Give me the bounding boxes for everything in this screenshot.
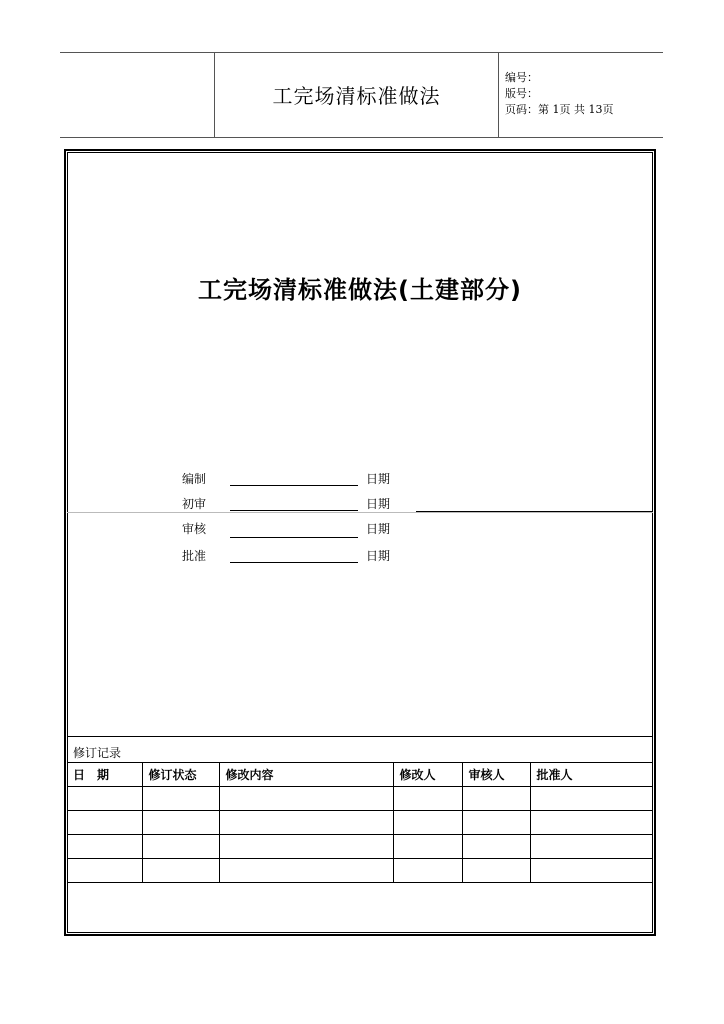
table-cell[interactable] bbox=[393, 835, 462, 859]
table-cell[interactable] bbox=[393, 859, 462, 883]
revision-header-row bbox=[67, 763, 653, 787]
table-row bbox=[67, 811, 653, 835]
signoff-signature-line[interactable] bbox=[230, 537, 358, 538]
signoff-date-label: 日期 bbox=[366, 497, 391, 511]
table-cell[interactable] bbox=[530, 859, 653, 883]
page-number-label: 页码：第 1页 共 13页 bbox=[505, 103, 614, 116]
col-approved-by: 批准人 bbox=[530, 763, 653, 787]
doc-number-label: 编号： bbox=[505, 71, 538, 84]
table-cell[interactable] bbox=[219, 811, 393, 835]
table-cell[interactable] bbox=[219, 787, 393, 811]
table-cell[interactable] bbox=[142, 859, 219, 883]
signoff-label: 批准 bbox=[182, 549, 207, 563]
signoff-signature-line[interactable] bbox=[230, 485, 358, 486]
revision-table bbox=[67, 762, 653, 883]
col-modified-by: 修改人 bbox=[393, 763, 462, 787]
table-cell[interactable] bbox=[67, 835, 142, 859]
col-change-content: 修改内容 bbox=[219, 763, 393, 787]
table-cell[interactable] bbox=[462, 811, 530, 835]
header-meta bbox=[505, 70, 614, 118]
light-divider bbox=[67, 512, 653, 513]
table-cell[interactable] bbox=[393, 787, 462, 811]
col-reviewed-by: 审核人 bbox=[462, 763, 530, 787]
table-cell[interactable] bbox=[462, 787, 530, 811]
signoff-signature-line[interactable] bbox=[230, 562, 358, 563]
table-row bbox=[67, 787, 653, 811]
table-cell[interactable] bbox=[67, 787, 142, 811]
table-cell[interactable] bbox=[530, 811, 653, 835]
table-cell[interactable] bbox=[142, 811, 219, 835]
signoff-date-label: 日期 bbox=[366, 472, 391, 486]
signoff-label: 编制 bbox=[182, 472, 207, 486]
table-cell[interactable] bbox=[142, 787, 219, 811]
document-title: 工完场清标准做法(土建部分) bbox=[198, 276, 522, 304]
signoff-date-label: 日期 bbox=[366, 549, 391, 563]
table-cell[interactable] bbox=[530, 835, 653, 859]
table-cell[interactable] bbox=[67, 859, 142, 883]
version-label: 版号： bbox=[505, 87, 538, 100]
table-cell[interactable] bbox=[219, 835, 393, 859]
col-date: 日 期 bbox=[67, 763, 142, 787]
signoff-label: 审核 bbox=[182, 522, 207, 536]
revision-section-rule bbox=[67, 736, 653, 737]
header-title: 工完场清标准做法 bbox=[272, 84, 441, 108]
date-fill-line bbox=[416, 511, 653, 512]
table-cell[interactable] bbox=[393, 811, 462, 835]
table-row bbox=[67, 835, 653, 859]
table-cell[interactable] bbox=[462, 835, 530, 859]
signoff-label: 初审 bbox=[182, 497, 207, 511]
table-cell[interactable] bbox=[219, 859, 393, 883]
table-cell[interactable] bbox=[142, 835, 219, 859]
table-cell[interactable] bbox=[530, 787, 653, 811]
table-cell[interactable] bbox=[462, 859, 530, 883]
table-row bbox=[67, 859, 653, 883]
header-bottom-rule bbox=[60, 137, 663, 138]
revision-record-title: 修订记录 bbox=[73, 746, 122, 760]
table-cell[interactable] bbox=[67, 811, 142, 835]
signoff-date-label: 日期 bbox=[366, 522, 391, 536]
col-revision-status: 修订状态 bbox=[142, 763, 219, 787]
signoff-signature-line[interactable] bbox=[230, 510, 358, 511]
